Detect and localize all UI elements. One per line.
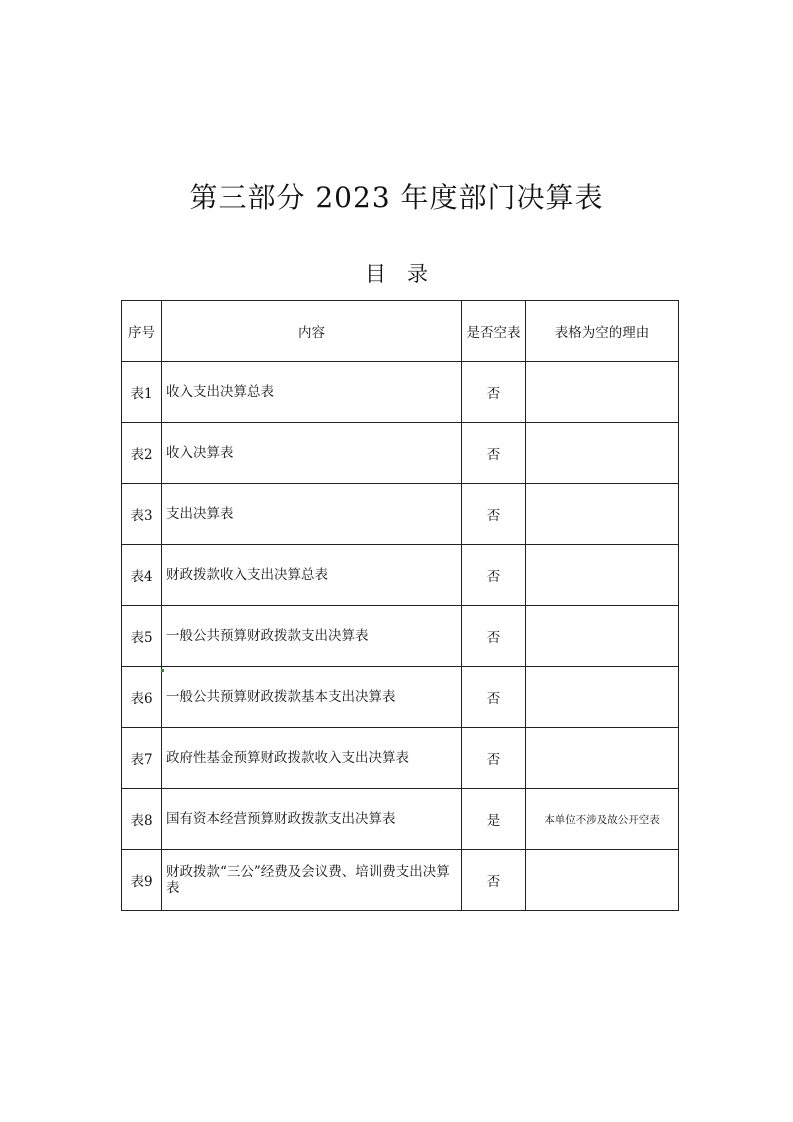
- header-reason: 表格为空的理由: [526, 301, 679, 362]
- row-content: 收入支出决算总表: [162, 362, 462, 423]
- row-is-empty: 否: [462, 545, 526, 606]
- row-content: 财政拨款收入支出决算总表: [162, 545, 462, 606]
- table-row: [122, 423, 679, 484]
- table-row: [122, 545, 679, 606]
- page-title: 第三部分 2023 年度部门决算表: [189, 181, 604, 214]
- row-index: 表3: [122, 484, 162, 545]
- row-content: 政府性基金预算财政拨款收入支出决算表: [162, 728, 462, 789]
- row-reason: [526, 362, 679, 423]
- row-is-empty: 否: [462, 362, 526, 423]
- table-header-row: [122, 301, 679, 362]
- row-content: 一般公共预算财政拨款基本支出决算表: [162, 667, 462, 728]
- row-reason: [526, 728, 679, 789]
- row-is-empty: 否: [462, 850, 526, 911]
- row-is-empty: 否: [462, 423, 526, 484]
- row-reason: [526, 484, 679, 545]
- row-content: 财政拨款“三公”经费及会议费、培训费支出决算表: [162, 850, 462, 911]
- row-index: 表9: [122, 850, 162, 911]
- row-reason: 本单位不涉及故公开空表: [526, 789, 679, 850]
- table-row: [122, 667, 679, 728]
- row-is-empty: 否: [462, 728, 526, 789]
- row-content: 支出决算表: [162, 484, 462, 545]
- cell-comment-marker: [161, 669, 164, 672]
- row-index: 表5: [122, 606, 162, 667]
- row-content: 一般公共预算财政拨款支出决算表: [162, 606, 462, 667]
- header-is-empty: 是否空表: [462, 301, 526, 362]
- row-is-empty: 否: [462, 484, 526, 545]
- catalog-table: [121, 300, 679, 911]
- row-index: 表8: [122, 789, 162, 850]
- row-index: 表4: [122, 545, 162, 606]
- row-reason: [526, 850, 679, 911]
- row-reason: [526, 423, 679, 484]
- row-index: 表2: [122, 423, 162, 484]
- table-row: [122, 606, 679, 667]
- table-row: [122, 362, 679, 423]
- row-index: 表6: [122, 667, 162, 728]
- row-is-empty: 是: [462, 789, 526, 850]
- table-row: [122, 728, 679, 789]
- table-row: [122, 850, 679, 911]
- row-reason: [526, 667, 679, 728]
- row-reason: [526, 545, 679, 606]
- row-index: 表1: [122, 362, 162, 423]
- row-is-empty: 否: [462, 667, 526, 728]
- row-index: 表7: [122, 728, 162, 789]
- row-reason: [526, 606, 679, 667]
- table-row: [122, 789, 679, 850]
- header-content: 内容: [162, 301, 462, 362]
- header-index: 序号: [122, 301, 162, 362]
- table-row: [122, 484, 679, 545]
- row-is-empty: 否: [462, 606, 526, 667]
- catalog-heading: 目 录: [365, 262, 428, 286]
- row-content: 收入决算表: [162, 423, 462, 484]
- row-content: 国有资本经营预算财政拨款支出决算表: [162, 789, 462, 850]
